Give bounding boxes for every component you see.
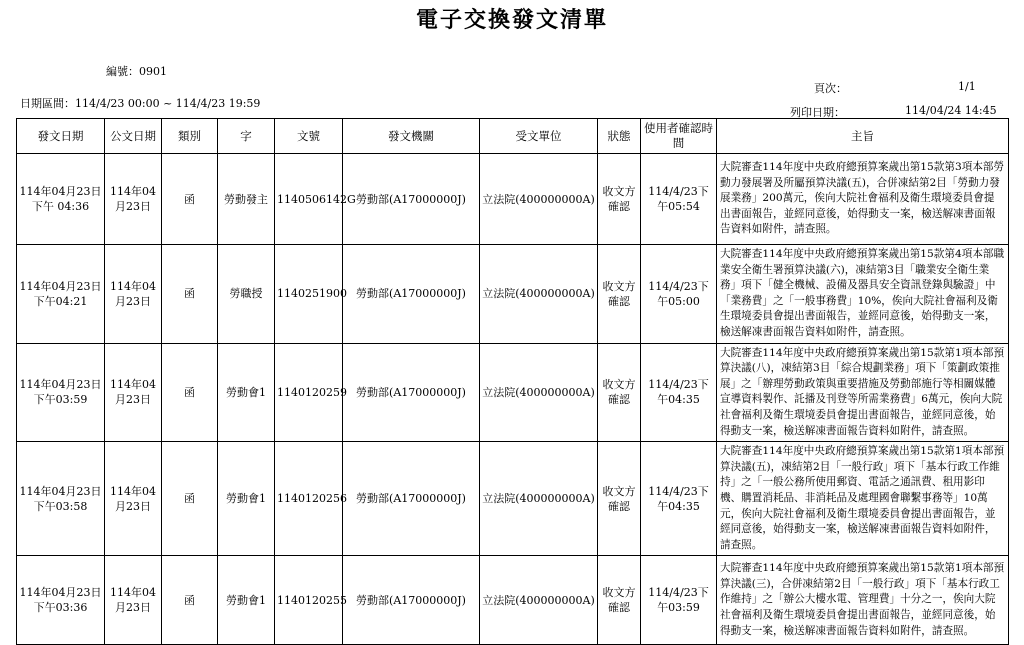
- confirm-time: 114/4/23下午04:35: [641, 343, 717, 442]
- table-row: [17, 245, 1009, 344]
- send-date: 114年04月23日下午 04:36: [17, 154, 105, 245]
- receiver: 立法院(400000000A): [480, 245, 598, 344]
- table-row: [17, 343, 1009, 442]
- receiver: 立法院(400000000A): [480, 556, 598, 645]
- category: 函: [162, 154, 218, 245]
- status: 收文方確認: [598, 442, 641, 556]
- doc-no: 1140120256: [275, 442, 343, 556]
- doc-no: 1140506142G: [275, 154, 343, 245]
- send-date: 114年04月23日下午03:36: [17, 556, 105, 645]
- table-header-row: [17, 119, 1009, 154]
- category: 函: [162, 442, 218, 556]
- print-date: 114/04/24 14:45: [905, 104, 997, 117]
- confirm-time: 114/4/23下午05:00: [641, 245, 717, 344]
- print-date-label: 列印日期：: [790, 106, 845, 119]
- doc-date: 114年04月23日: [105, 154, 162, 245]
- doc-no: 1140120255: [275, 556, 343, 645]
- subject: 大院審查114年度中央政府總預算案歲出第15款第1項本部預算決議(三)，合併凍結第2目「一般行政」項下「基本行政工作維持」之「辦公大樓水電、管理費」十分之一，俟向大院社會福利及衛生環境委員會提出書面報告，並經同意後，始得動支一案，檢送解凍書面報告資料如附件，請查照。: [717, 556, 1009, 645]
- dispatch-table: [16, 118, 1009, 645]
- subject: 大院審查114年度中央政府總預算案歲出第15款第4項本部職業安全衛生署預算決議(六)，凍結第3目「職業安全衛生業務」項下「健全機械、設備及器具安全資訊登錄與驗證」中「業務費」之「一般事務費」10%，俟向大院社會福利及衛生環境委員會提出書面報告，並經同意後，始得動支一案，檢送解凍書面報告資料如附件，請查照。: [717, 245, 1009, 344]
- date-range: 日期區間：114/4/23 00:00 ~ 114/4/23 19:59: [20, 97, 261, 110]
- receiver: 立法院(400000000A): [480, 442, 598, 556]
- subject: 大院審查114年度中央政府總預算案歲出第15款第3項本部勞動力發展署及所屬預算決議(五)，合併凍結第2目「勞動力發展業務」200萬元，俟向大院社會福利及衛生環境委員會提出書面報告，並經同意後，始得動支一案，檢送解凍書面報告資料如附件，請查照。: [717, 154, 1009, 245]
- table-row: [17, 442, 1009, 556]
- table-row: [17, 556, 1009, 645]
- col-send-date: 發文日期: [17, 119, 105, 154]
- category: 函: [162, 343, 218, 442]
- confirm-time: 114/4/23下午05:54: [641, 154, 717, 245]
- subject: 大院審查114年度中央政府總預算案歲出第15款第1項本部預算決議(八)，凍結第3目「綜合規劃業務」項下「策劃政策推展」之「辦理勞動政策與重要措施及勞動部施行等相關媒體宣導資料製作、託播及刊登等所需業務費」6萬元，俟向大院社會福利及衛生環境委員會提出書面報告，並經同意後，始得動支一案，檢送解凍書面報告資料如附件，請查照。: [717, 343, 1009, 442]
- col-subject: 主旨: [717, 119, 1009, 154]
- page-title: 電子交換發文清單: [415, 7, 608, 33]
- status: 收文方確認: [598, 245, 641, 344]
- send-date: 114年04月23日下午03:59: [17, 343, 105, 442]
- status: 收文方確認: [598, 556, 641, 645]
- subject: 大院審查114年度中央政府總預算案歲出第15款第1項本部預算決議(五)，凍結第2目「一般行政」項下「基本行政工作維持」之「一般公務所使用郵資、電話之通訊費、租用影印機、購置消耗品、非消耗品及處理國會聯繫事務等」10萬元，俟向大院社會福利及衛生環境委員會提出書面報告，並經同意後，始得動支一案，檢送解凍書面報告資料如附件，請查照。: [717, 442, 1009, 556]
- doc-date: 114年04月23日: [105, 442, 162, 556]
- sender: 勞動部(A17000000J): [343, 343, 480, 442]
- sender: 勞動部(A17000000J): [343, 556, 480, 645]
- send-date: 114年04月23日下午03:58: [17, 442, 105, 556]
- doc-date: 114年04月23日: [105, 245, 162, 344]
- receiver: 立法院(400000000A): [480, 154, 598, 245]
- status: 收文方確認: [598, 343, 641, 442]
- col-status: 狀態: [598, 119, 641, 154]
- word: 勞職授: [218, 245, 275, 344]
- status: 收文方確認: [598, 154, 641, 245]
- word: 勞動會1: [218, 556, 275, 645]
- send-date: 114年04月23日下午04:21: [17, 245, 105, 344]
- col-sender: 發文機關: [343, 119, 480, 154]
- sender: 勞動部(A17000000J): [343, 245, 480, 344]
- col-doc-date: 公文日期: [105, 119, 162, 154]
- receiver: 立法院(400000000A): [480, 343, 598, 442]
- col-word: 字: [218, 119, 275, 154]
- confirm-time: 114/4/23下午03:59: [641, 556, 717, 645]
- doc-date: 114年04月23日: [105, 556, 162, 645]
- doc-date: 114年04月23日: [105, 343, 162, 442]
- word: 勞動會1: [218, 442, 275, 556]
- doc-no: 1140120259: [275, 343, 343, 442]
- word: 勞動會1: [218, 343, 275, 442]
- col-doc-no: 文號: [275, 119, 343, 154]
- table-row: [17, 154, 1009, 245]
- page-label: 頁次：: [814, 82, 847, 95]
- doc-no: 1140251900: [275, 245, 343, 344]
- confirm-time: 114/4/23下午04:35: [641, 442, 717, 556]
- col-receiver: 受文單位: [480, 119, 598, 154]
- page-number: 1/1: [958, 80, 976, 93]
- col-category: 類別: [162, 119, 218, 154]
- category: 函: [162, 245, 218, 344]
- sender: 勞動部(A17000000J): [343, 442, 480, 556]
- word: 勞動發主: [218, 154, 275, 245]
- serial-number: 編號：0901: [106, 65, 167, 78]
- category: 函: [162, 556, 218, 645]
- sender: 勞動部(A17000000J): [343, 154, 480, 245]
- col-confirm-time: 使用者確認時間: [641, 119, 717, 154]
